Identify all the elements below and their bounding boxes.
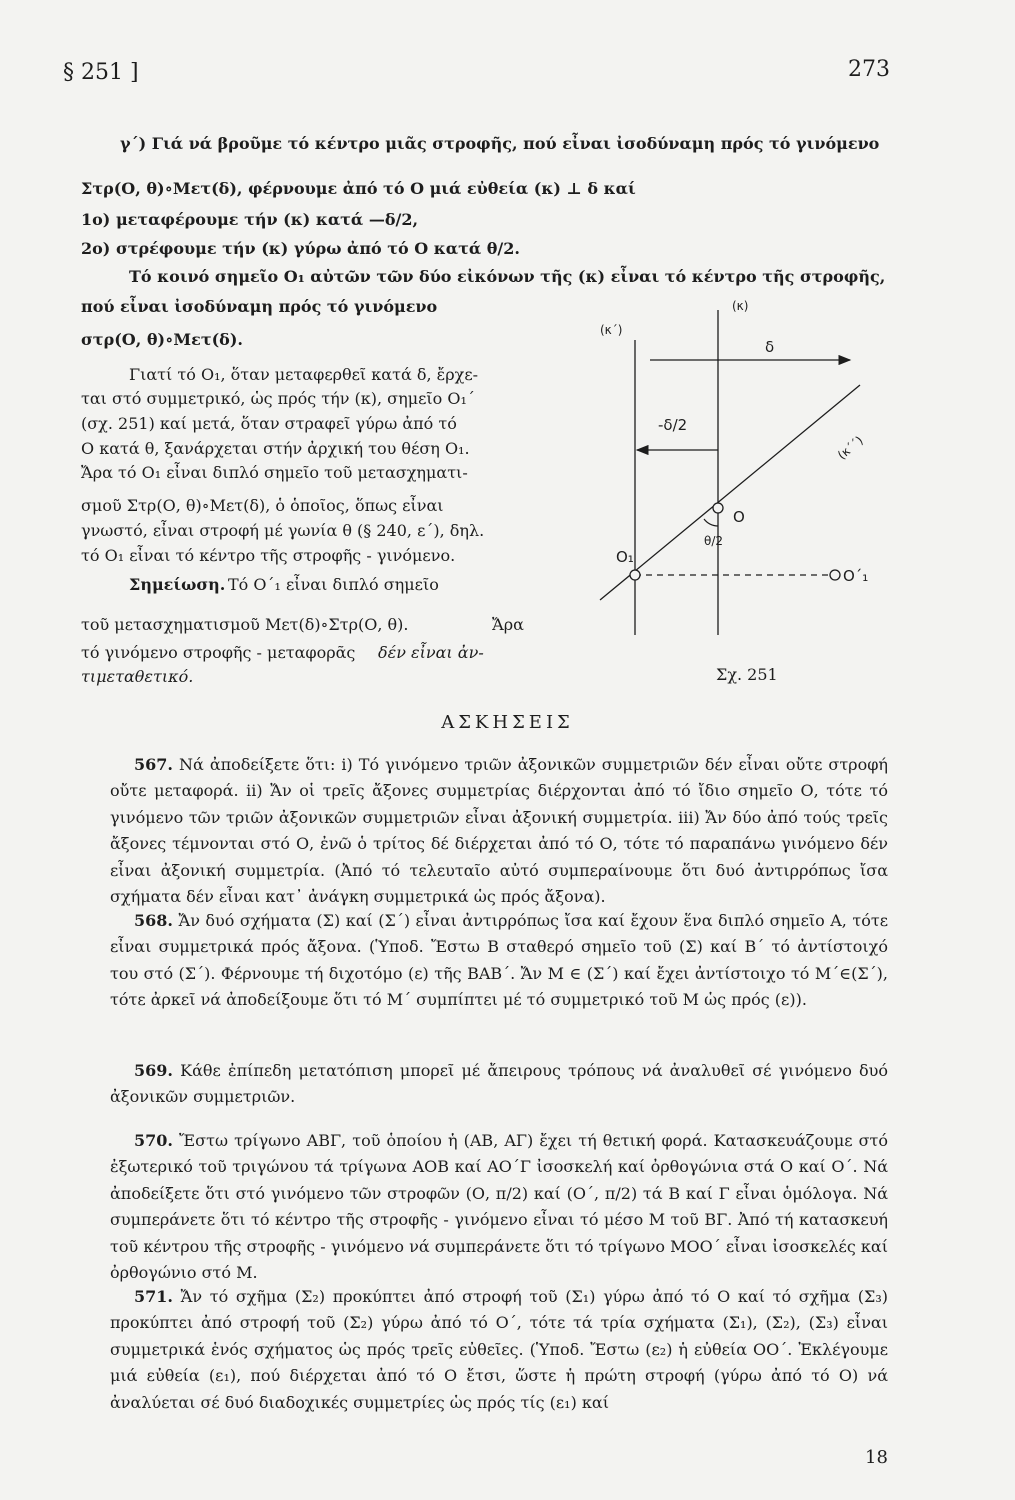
exercise-number: 568. [134,911,173,930]
label-k-double-prime: (κ΄΄) [834,433,866,463]
exercise-567 [110,752,888,910]
text-line-italic: δέν εἶναι ἀν- [378,643,484,662]
exercise-text: Ἔστω τρίγωνο ΑΒΓ, τοῦ ὁποίου ἡ (ΑΒ, ΑΓ) ἔχει τή θετική φορά. Κατασκευάζουμε στό ἐξωτερικό τοῦ τριγώνου τά τρίγωνα ΑΟΒ καί ΑΟ΄Γ ἰσοσκελή καί ὀρθογώνια στά Ο καί Ο΄. Νά ἀποδείξετε ὅτι στό γινόμενο τῶν στροφῶν (Ο, π/2) καί (Ο΄, π/2) τά Β καί Γ εἶναι ὁμόλογα. Νά συμπεράνετε ὅτι τό κέντρο τῆς στροφῆς - γινόμενο εἶναι τό μέσο Μ τοῦ ΒΓ. Ἀπό τή κατασκευή τοῦ κέντρου τῆς στροφῆς - γινόμενο νά συμπεράνετε ὅτι τό τρίγωνο ΜΟΟ΄ εἶναι ἰσοσκελές καί ὀρθογώνιο στό Μ. [110,1131,888,1283]
text-line: στρ(Ο, θ)∘Μετ(δ). [81,330,243,349]
exercise-number: 567. [134,755,173,774]
text-line: Ο κατά θ, ξανάρχεται στήν ἀρχική του θέση Ο₁. [81,439,470,458]
label-O1: Ο₁ [616,548,634,566]
exercise-570 [110,1128,888,1286]
exercises-heading: ΑΣΚΗΣΕΙΣ [441,712,574,733]
text-line: ται στό συμμετρικό, ὡς πρός τήν (κ), σημεῖο Ο₁΄ [81,389,475,408]
exercise-text: Ἄν δυό σχήματα (Σ) καί (Σ΄) εἶναι ἀντιρρόπως ἴσα καί ἔχουν ἕνα διπλό σημεῖο Α, τότε εἶναι συμμετρικά πρός ἄξονα. (Ὑποδ. Ἔστω Β σταθερό σημεῖο τοῦ (Σ) καί Β΄ τό ἀντίστοιχό του στό (Σ΄). Φέρνουμε τή διχοτόμο (ε) τῆς ΒΑΒ΄. Ἄν Μ ∈ (Σ΄) καί ἔχει ἀντίστοιχο τό Μ΄∈(Σ΄), τότε ἀρκεῖ νά ἀποδείξουμε ὅτι τό Μ΄ συμπίπτει μέ τό συμμετρικό τοῦ Μ ὡς πρός (ε)). [110,911,888,1010]
text-line-italic: τιμεταθετικό. [81,667,194,686]
exercise-number: 570. [134,1131,173,1150]
text-line: γνωστό, εἶναι στροφή μέ γωνία θ (§ 240, ε΄), δηλ. [81,521,485,540]
note-label: Σημείωση. [129,575,226,594]
label-minus-delta-half: -δ/2 [658,416,688,434]
text-line: πού εἶναι ἰσοδύναμη πρός τό γινόμενο [81,297,438,316]
text-line: γ΄) Γιά νά βροῦμε τό κέντρο μιᾶς στροφῆς, πού εἶναι ἰσοδύναμη πρός τό γινόμενο [120,134,880,153]
text-line: τοῦ μετασχηματισμοῦ Μετ(δ)∘Στρ(Ο, θ). [81,615,409,634]
figure-251 [580,290,870,650]
text-line: 1ο) μεταφέρουμε τήν (κ) κατά —δ/2, [81,210,419,229]
exercise-number: 571. [134,1287,173,1306]
text-line: τό γινόμενο στροφῆς - μεταφορᾶς [81,643,356,662]
section-header: § 251 ] [63,60,139,85]
signature-number: 18 [865,1447,888,1468]
exercise-569 [110,1058,888,1111]
text-line: τό Ο₁ εἶναι τό κέντρο τῆς στροφῆς - γινόμενο. [81,546,456,565]
line-k-double-prime [600,385,860,600]
text-line: Ἄρα τό Ο₁ εἶναι διπλό σημεῖο τοῦ μετασχηματι- [81,463,468,482]
page-number: 273 [848,57,890,82]
text-line: Τό κοινό σημεῖο Ο₁ αὐτῶν τῶν δύο εἰκόνων τῆς (κ) εἶναι τό κέντρο τῆς στροφῆς, [129,267,886,286]
exercise-text: Κάθε ἐπίπεδη μετατόπιση μπορεῖ μέ ἄπειρους τρόπους νά ἀναλυθεῖ σέ γινόμενο δυό ἀξονικῶν συμμετριῶν. [110,1061,889,1107]
exercise-571 [110,1284,888,1416]
figure-caption: Σχ. 251 [716,665,778,684]
point-O [713,503,723,513]
text-line: σμοῦ Στρ(Ο, θ)∘Μετ(δ), ὁ ὁποῖος, ὅπως εἶναι [81,496,444,515]
point-O1 [630,570,640,580]
angle-arc [704,519,718,526]
label-O: Ο [733,508,745,526]
label-k: (κ) [732,299,749,313]
label-delta: δ [765,338,775,356]
label-O1-prime: Ο΄₁ [843,567,869,585]
exercise-text: Νά ἀποδείξετε ὅτι: i) Τό γινόμενο τριῶν ἀξονικῶν συμμετριῶν δέν εἶναι οὔτε στροφή οὔτε μεταφορά. ii) Ἄν οἱ τρεῖς ἄξονες συμμετρίας διέρχονται ἀπό τό ἴδιο σημεῖο Ο, τότε τό γινόμενο τῶν τριῶν ἀξονικῶν συμμετριῶν εἶναι ἀξονική συμμετρία. iii) Ἄν δύο ἀπό τούς τρεῖς ἄξονες τέμνονται στό Ο, ἐνῶ ὁ τρίτος δέ διέρχεται ἀπό τό Ο, τότε τό παραπάνω γινόμενο δέν εἶναι ἀξονική συμμετρία. (Ἀπό τό τελευταῖο αὐτό συμπεραίνουμε ὅτι δυό ἀντιρρόπως ἴσα σχήματα δέν εἶναι κατ᾿ ἀνάγκη συμμετρικά ὡς πρός ἄξονα). [110,755,889,907]
point-O1-prime [830,570,840,580]
text-line: (σχ. 251) καί μετά, ὅταν στραφεῖ γύρω ἀπό τό [81,414,457,433]
text-line: Γιατί τό Ο₁, ὅταν μεταφερθεῖ κατά δ, ἔρχε- [129,365,479,384]
exercise-text: Ἄν τό σχῆμα (Σ₂) προκύπτει ἀπό στροφή τοῦ (Σ₁) γύρω ἀπό τό Ο καί τό σχῆμα (Σ₃) προκύπτει ἀπό στροφή τοῦ (Σ₂) γύρω ἀπό τό Ο΄, τότε τά τρία σχήματα (Σ₁), (Σ₂), (Σ₃) εἶναι συμμετρικά ἑνός σχήματος ὡς πρός τρεῖς εὐθεῖες. (Ὑποδ. Ἔστω (ε₂) ἡ εὐθεία ΟΟ΄. Ἐκλέγουμε μιά εὐθεία (ε₁), πού διέρχεται ἀπό τό Ο ἔτσι, ὥστε ἡ πρώτη στροφή (γύρω ἀπό τό Ο) νά ἀναλύεται σέ δυό διαδοχικές συμμετρίες ὡς πρός τίς (ε₁) καί [110,1287,888,1412]
text-line: Στρ(Ο, θ)∘Μετ(δ), φέρνουμε ἀπό τό Ο μιά εὐθεία (κ) ⊥ δ καί [81,179,636,198]
label-theta-half: θ/2 [704,534,724,548]
label-k-prime: (κ΄) [600,323,623,337]
text-line: Τό Ο΄₁ εἶναι διπλό σημεῖο [228,575,439,594]
exercise-568 [110,908,888,1014]
text-line: Ἄρα [492,615,524,634]
text-line: 2ο) στρέφουμε τήν (κ) γύρω ἀπό τό Ο κατά θ/2. [81,239,520,258]
exercise-number: 569. [134,1061,173,1080]
